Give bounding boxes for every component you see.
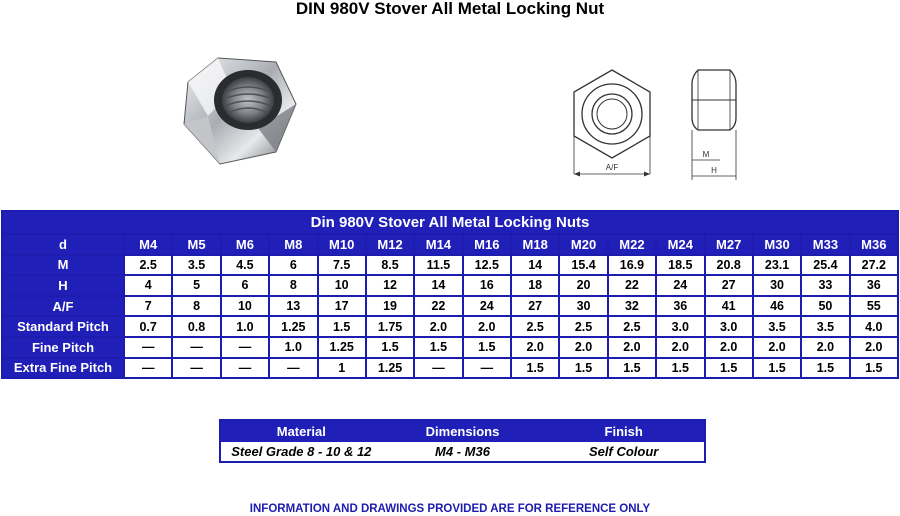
spec-value-cell: 20.8	[705, 255, 753, 276]
size-header-cell: M22	[608, 234, 656, 255]
material-header: Material	[220, 420, 382, 442]
spec-value-cell: 16	[463, 275, 511, 296]
spec-value-cell: 27.2	[850, 255, 898, 276]
spec-value-cell: 6	[269, 255, 317, 276]
size-header-cell: M10	[318, 234, 366, 255]
spec-table	[1, 210, 899, 379]
size-header-cell: M5	[172, 234, 220, 255]
spec-value-cell: 1.0	[269, 337, 317, 358]
spec-value-cell: 2.5	[511, 316, 559, 337]
size-header-label: d	[2, 234, 124, 255]
dimensions-value: M4 - M36	[382, 442, 544, 462]
spec-row	[2, 358, 898, 379]
spec-value-cell: 1.75	[366, 316, 414, 337]
spec-value-cell: 0.8	[172, 316, 220, 337]
spec-value-cell: 33	[801, 275, 849, 296]
spec-value-cell: 1.5	[414, 337, 462, 358]
spec-row	[2, 255, 898, 276]
spec-table-title: Din 980V Stover All Metal Locking Nuts	[2, 211, 898, 234]
size-header-cell: M18	[511, 234, 559, 255]
spec-value-cell: 30	[753, 275, 801, 296]
spec-value-cell: 1.5	[511, 358, 559, 379]
spec-value-cell: 3.5	[172, 255, 220, 276]
spec-value-cell: 1.5	[318, 316, 366, 337]
spec-value-cell: 5	[172, 275, 220, 296]
spec-row	[2, 296, 898, 317]
size-header-cell: M12	[366, 234, 414, 255]
spec-value-cell: 2.0	[511, 337, 559, 358]
spec-row	[2, 275, 898, 296]
spec-value-cell: 4.5	[221, 255, 269, 276]
spec-row-label: Extra Fine Pitch	[2, 358, 124, 379]
spec-value-cell: 32	[608, 296, 656, 317]
spec-row-label: A/F	[2, 296, 124, 317]
spec-value-cell: —	[172, 358, 220, 379]
spec-value-cell: 1.5	[850, 358, 898, 379]
spec-value-cell: 18.5	[656, 255, 704, 276]
spec-value-cell: 2.5	[124, 255, 172, 276]
size-header-cell: M30	[753, 234, 801, 255]
spec-value-cell: 36	[656, 296, 704, 317]
spec-value-cell: 1.5	[608, 358, 656, 379]
page-title: DIN 980V Stover All Metal Locking Nut	[295, 0, 605, 18]
spec-value-cell: 50	[801, 296, 849, 317]
spec-value-cell: 23.1	[753, 255, 801, 276]
spec-value-cell: 1	[318, 358, 366, 379]
spec-value-cell: 1.0	[221, 316, 269, 337]
spec-value-cell: 10	[318, 275, 366, 296]
spec-value-cell: 27	[511, 296, 559, 317]
spec-value-cell: 1.25	[269, 316, 317, 337]
spec-value-cell: 3.0	[705, 316, 753, 337]
side-view-drawing	[688, 68, 744, 182]
spec-value-cell: —	[124, 358, 172, 379]
size-header-cell: M16	[463, 234, 511, 255]
spec-value-cell: 36	[850, 275, 898, 296]
size-header-cell: M33	[801, 234, 849, 255]
material-value: Steel Grade 8 - 10 & 12	[220, 442, 382, 462]
spec-value-cell: 1.5	[801, 358, 849, 379]
af-label: A/F	[605, 163, 619, 172]
spec-value-cell: 0.7	[124, 316, 172, 337]
spec-value-cell: 55	[850, 296, 898, 317]
spec-value-cell: 1.25	[366, 358, 414, 379]
spec-value-cell: 16.9	[608, 255, 656, 276]
spec-value-cell: 30	[559, 296, 607, 317]
spec-value-cell: 20	[559, 275, 607, 296]
spec-value-cell: 22	[608, 275, 656, 296]
m-label: M	[702, 150, 710, 159]
spec-value-cell: 46	[753, 296, 801, 317]
spec-value-cell: 2.0	[559, 337, 607, 358]
spec-value-cell: 3.5	[753, 316, 801, 337]
spec-value-cell: —	[221, 358, 269, 379]
spec-title-row	[2, 211, 898, 234]
spec-row	[2, 337, 898, 358]
size-header-cell: M20	[559, 234, 607, 255]
spec-value-cell: 2.0	[801, 337, 849, 358]
spec-value-cell: 8	[172, 296, 220, 317]
spec-value-cell: 1.5	[656, 358, 704, 379]
spec-row	[2, 316, 898, 337]
front-view-drawing	[562, 62, 662, 184]
material-value-row	[220, 442, 705, 462]
size-header-cell: M27	[705, 234, 753, 255]
spec-value-cell: 12	[366, 275, 414, 296]
spec-value-cell: 1.25	[318, 337, 366, 358]
spec-value-cell: 10	[221, 296, 269, 317]
spec-value-cell: 19	[366, 296, 414, 317]
disclaimer: INFORMATION AND DRAWINGS PROVIDED ARE FOR REFERENCE ONLY	[249, 503, 651, 515]
size-header-cell: M24	[656, 234, 704, 255]
spec-value-cell: 11.5	[414, 255, 462, 276]
spec-value-cell: 1.5	[366, 337, 414, 358]
spec-value-cell: 2.0	[705, 337, 753, 358]
size-header-cell: M14	[414, 234, 462, 255]
spec-value-cell: 14	[414, 275, 462, 296]
h-label: H	[711, 166, 717, 175]
spec-value-cell: 24	[656, 275, 704, 296]
dimensions-header: Dimensions	[382, 420, 544, 442]
spec-value-cell: 25.4	[801, 255, 849, 276]
spec-value-cell: 18	[511, 275, 559, 296]
size-header-cell: M8	[269, 234, 317, 255]
finish-header: Finish	[543, 420, 705, 442]
spec-value-cell: 3.5	[801, 316, 849, 337]
spec-value-cell: 1.5	[559, 358, 607, 379]
size-header-cell: M36	[850, 234, 898, 255]
spec-value-cell: 6	[221, 275, 269, 296]
spec-value-cell: —	[172, 337, 220, 358]
spec-value-cell: 14	[511, 255, 559, 276]
spec-row-label: Fine Pitch	[2, 337, 124, 358]
size-header-cell: M4	[124, 234, 172, 255]
finish-value: Self Colour	[543, 442, 705, 462]
spec-value-cell: 13	[269, 296, 317, 317]
spec-value-cell: 4	[124, 275, 172, 296]
spec-value-cell: 22	[414, 296, 462, 317]
spec-value-cell: —	[124, 337, 172, 358]
spec-value-cell: 2.0	[753, 337, 801, 358]
spec-row-label: M	[2, 255, 124, 276]
spec-value-cell: 2.0	[463, 316, 511, 337]
spec-value-cell: 2.0	[414, 316, 462, 337]
spec-value-cell: 1.5	[753, 358, 801, 379]
spec-value-cell: 2.5	[608, 316, 656, 337]
spec-value-cell: —	[221, 337, 269, 358]
spec-value-cell: 1.5	[463, 337, 511, 358]
size-header-cell: M6	[221, 234, 269, 255]
spec-value-cell: 27	[705, 275, 753, 296]
spec-value-cell: 4.0	[850, 316, 898, 337]
spec-row-label: H	[2, 275, 124, 296]
spec-value-cell: 17	[318, 296, 366, 317]
spec-value-cell: —	[269, 358, 317, 379]
spec-value-cell: —	[414, 358, 462, 379]
spec-value-cell: 2.5	[559, 316, 607, 337]
spec-value-cell: 7.5	[318, 255, 366, 276]
spec-value-cell: 8.5	[366, 255, 414, 276]
nut-photo	[180, 52, 298, 168]
spec-value-cell: 2.0	[850, 337, 898, 358]
material-header-row	[220, 420, 705, 442]
spec-value-cell: 12.5	[463, 255, 511, 276]
spec-value-cell: 41	[705, 296, 753, 317]
spec-value-cell: 8	[269, 275, 317, 296]
spec-value-cell: 7	[124, 296, 172, 317]
spec-value-cell: 15.4	[559, 255, 607, 276]
spec-value-cell: 1.5	[705, 358, 753, 379]
spec-value-cell: 2.0	[656, 337, 704, 358]
spec-value-cell: 3.0	[656, 316, 704, 337]
size-header-row	[2, 234, 898, 255]
spec-value-cell: 2.0	[608, 337, 656, 358]
material-table	[219, 419, 706, 463]
spec-value-cell: 24	[463, 296, 511, 317]
spec-value-cell: —	[463, 358, 511, 379]
spec-row-label: Standard Pitch	[2, 316, 124, 337]
